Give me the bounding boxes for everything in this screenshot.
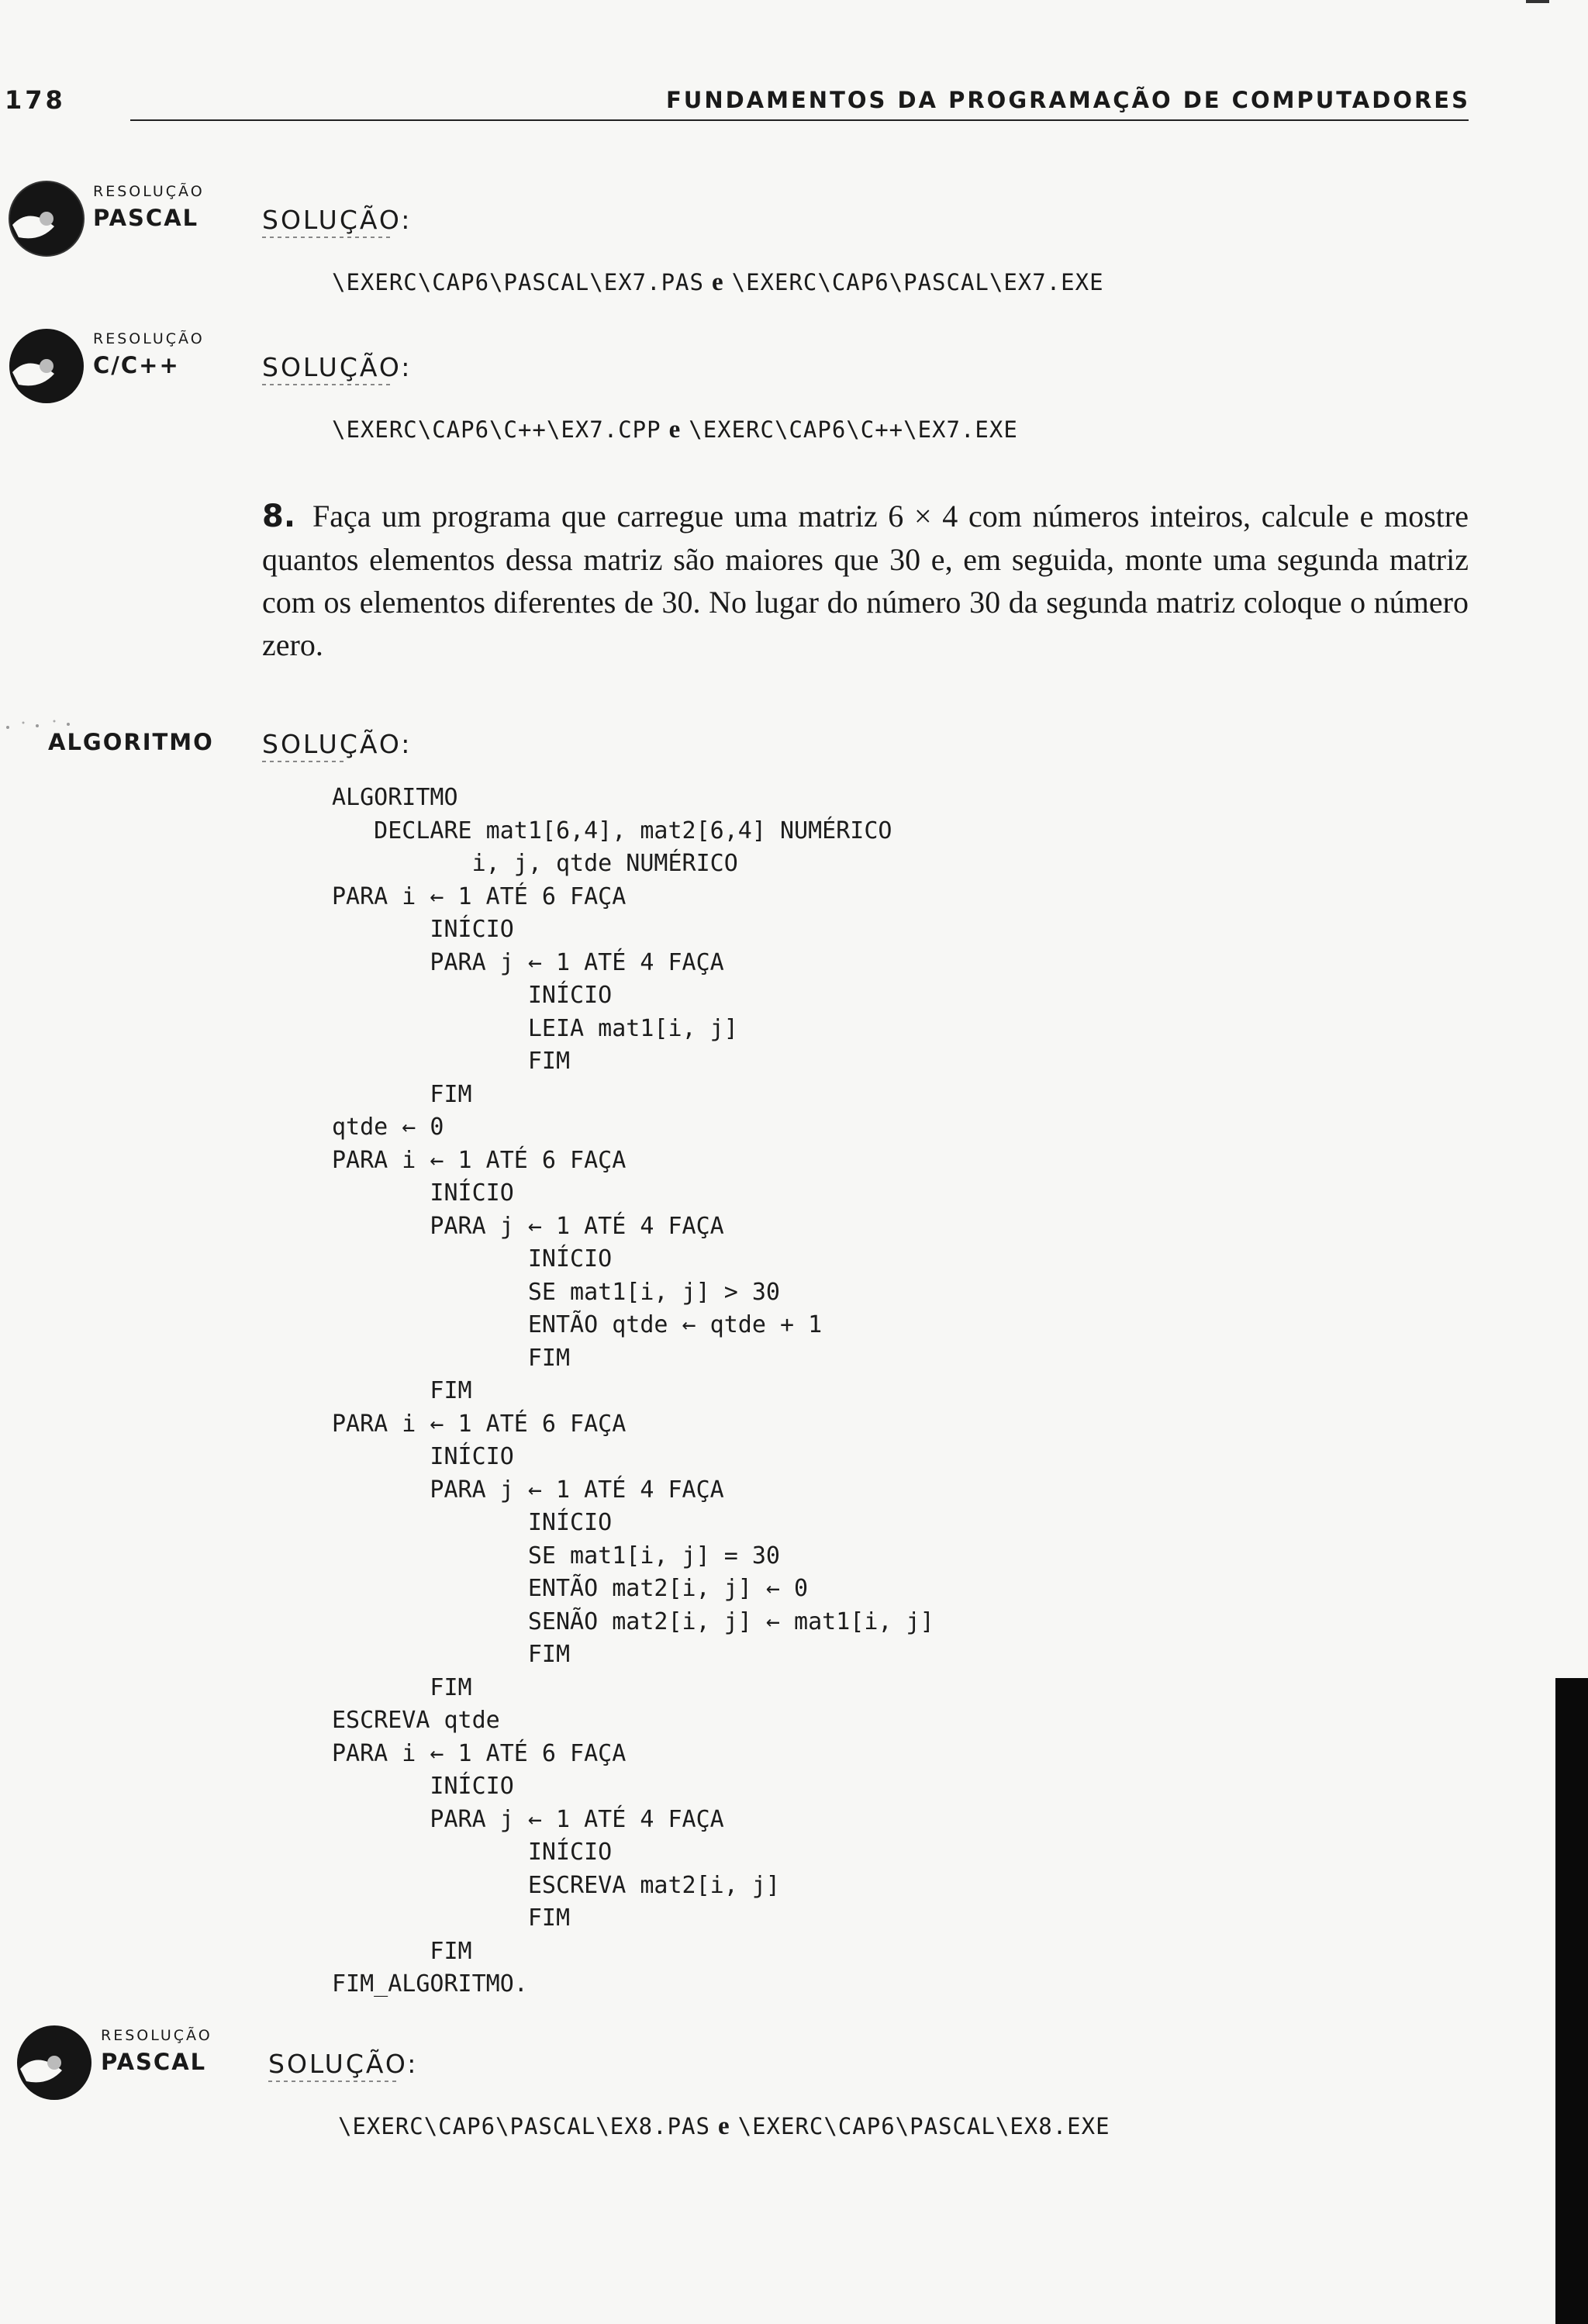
running-header: FUNDAMENTOS DA PROGRAMAÇÃO DE COMPUTADORES [665,87,1470,113]
resolution-badge-cpp [6,323,239,416]
connector: e [668,416,682,444]
solution-underline [268,2081,400,2082]
page-number: 178 [5,85,66,115]
disc-icon [6,323,91,408]
badge-big-label: C/C++ [93,352,180,378]
exercise-number: 8. [262,499,296,534]
disc-icon [6,175,91,261]
exe-file-path: \EXERC\CAP6\PASCAL\EX7.EXE [731,269,1104,295]
exercise-statement [262,495,1469,666]
solution-files [332,268,1104,297]
header-rule [130,119,1469,121]
source-file-path: \EXERC\CAP6\C++\EX7.CPP [332,416,661,443]
badge-big-label: PASCAL [93,205,199,231]
resolution-badge-pascal [6,175,239,268]
solution-files [332,416,1018,444]
badge-small-label: RESOLUÇÃO [101,2027,212,2044]
solution-heading: SOLUÇÃO: [268,2049,419,2079]
source-file-path: \EXERC\CAP6\PASCAL\EX8.PAS [338,2113,710,2139]
exe-file-path: \EXERC\CAP6\PASCAL\EX8.EXE [737,2113,1110,2139]
exe-file-path: \EXERC\CAP6\C++\EX7.EXE [689,416,1018,443]
disc-icon [14,2019,99,2105]
solution-heading: SOLUÇÃO: [262,205,413,235]
badge-small-label: RESOLUÇÃO [93,183,205,200]
solution-underline [262,761,347,762]
algorithm-code: ALGORITMO DECLARE mat1[6,4], mat2[6,4] NUMÉRICO i, j, qtde NUMÉRICO PARA i ← 1 ATÉ 6 FAÇA INÍCIO PARA j ← 1 ATÉ 4 FAÇA INÍCIO LEIA mat1[i, j] FIM FIM qtde ← 0 PARA i ← 1 ATÉ 6 FAÇA INÍCIO PARA j ← 1 ATÉ 4 FAÇA INÍCIO SE mat1[i, j] > 30 ENTÃO qtde ← qtde + 1 FIM FIM PARA i ← 1 ATÉ 6 FAÇA INÍCIO PARA j ← 1 ATÉ 4 FAÇA INÍCIO SE mat1[i, j] = 30 ENTÃO mat2[i, j] ← 0 SENÃO mat2[i, j] ← mat1[i, j] FIM FIM ESCREVA qtde PARA i ← 1 ATÉ 6 FAÇA INÍCIO PARA j ← 1 ATÉ 4 FAÇA INÍCIO ESCREVA mat2[i, j] FIM FIM FIM_ALGORITMO. [332,784,934,1998]
solution-underline [262,237,394,238]
algorithm-label: ALGORITMO [48,729,214,755]
solution-heading: SOLUÇÃO: [262,729,413,759]
source-file-path: \EXERC\CAP6\PASCAL\EX7.PAS [332,269,704,295]
solution-underline [262,384,394,385]
connector: e [717,2112,730,2140]
badge-big-label: PASCAL [101,2049,207,2075]
scan-edge-bar [1555,1678,1588,2324]
exercise-text: Faça um programa que carregue uma matriz 6 × 4 com números inteiros, calcule e mostre quantos elementos dessa matriz são maiores que 30 e, em seguida, monte uma segunda matriz com os elementos diferentes de 30. No lugar do número 30 da segunda matriz coloque o número zero. [262,499,1469,662]
solution-heading: SOLUÇÃO: [262,352,413,382]
corner-mark [1526,0,1549,3]
solution-files [338,2112,1110,2141]
connector: e [711,268,724,296]
resolution-badge-pascal [14,2019,247,2112]
badge-small-label: RESOLUÇÃO [93,330,205,347]
